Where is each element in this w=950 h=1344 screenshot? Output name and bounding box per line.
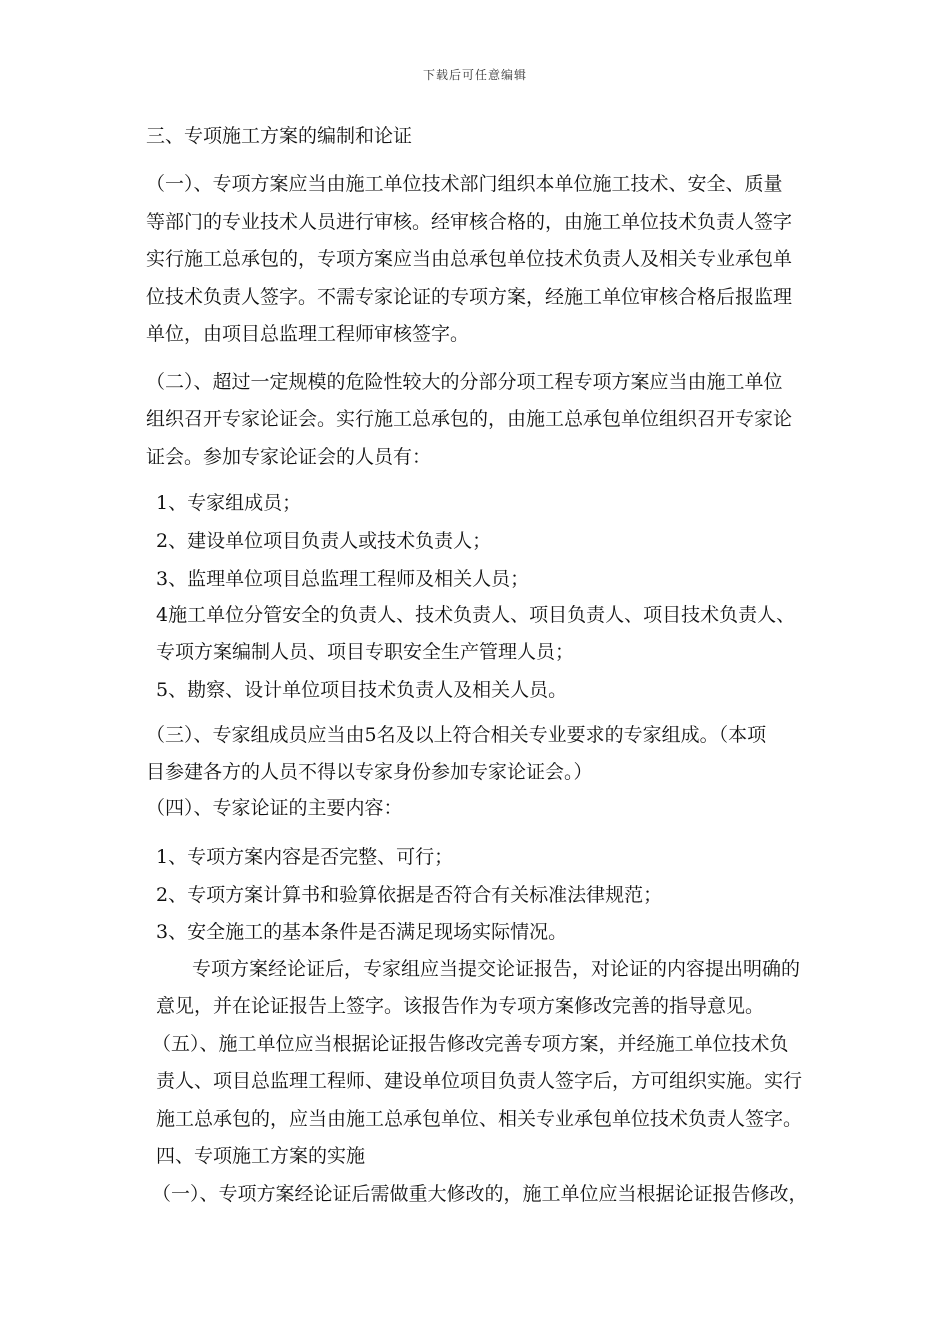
list-item: 4施工单位分管安全的负责人、技术负责人、项目负责人、项目技术负责人、 bbox=[156, 604, 796, 626]
paragraph-line: 证会。参加专家论证会的人员有： bbox=[146, 446, 432, 468]
list-item: 3、安全施工的基本条件是否满足现场实际情况。 bbox=[156, 921, 568, 943]
page-header: 下载后可任意编辑 bbox=[422, 68, 527, 82]
paragraph-line: 专项方案经论证后，专家组应当提交论证报告，对论证的内容提出明确的 bbox=[192, 958, 801, 980]
list-item: 3、监理单位项目总监理工程师及相关人员； bbox=[156, 568, 530, 590]
section-heading: 四、专项施工方案的实施 bbox=[156, 1145, 366, 1167]
paragraph-line: （二）、超过一定规模的危险性较大的分部分项工程专项方案应当由施工单位 bbox=[146, 371, 783, 393]
section-heading: 三、专项施工方案的编制和论证 bbox=[146, 125, 413, 147]
paragraph-line: 目参建各方的人员不得以专家身份参加专家论证会。） bbox=[146, 761, 593, 783]
paragraph-line: 意见，并在论证报告上签字。该报告作为专项方案修改完善的指导意见。 bbox=[156, 995, 765, 1017]
paragraph-line: 组织召开专家论证会。实行施工总承包的，由施工总承包单位组织召开专家论 bbox=[146, 408, 793, 430]
paragraph-line: （一）、专项方案经论证后需做重大修改的，施工单位应当根据论证报告修改， bbox=[152, 1183, 808, 1205]
list-item: 5、勘察、设计单位项目技术负责人及相关人员。 bbox=[156, 679, 568, 701]
paragraph-line: 责人、项目总监理工程师、建设单位项目负责人签字后，方可组织实施。实行 bbox=[156, 1070, 803, 1092]
paragraph-line: （五）、施工单位应当根据论证报告修改完善专项方案，并经施工单位技术负 bbox=[152, 1033, 789, 1055]
paragraph-line: 等部门的专业技术人员进行审核。经审核合格的，由施工单位技术负责人签字 bbox=[146, 211, 793, 233]
paragraph-line: （三）、专家组成员应当由5名及以上符合相关专业要求的专家组成。（本项 bbox=[146, 724, 767, 746]
list-item: 2、建设单位项目负责人或技术负责人； bbox=[156, 530, 492, 552]
paragraph-line: 施工总承包的，应当由施工总承包单位、相关专业承包单位技术负责人签字。 bbox=[156, 1108, 803, 1130]
paragraph-line: （四）、专家论证的主要内容： bbox=[146, 797, 403, 819]
list-item: 专项方案编制人员、项目专职安全生产管理人员； bbox=[156, 641, 575, 663]
list-item: 1、专家组成员； bbox=[156, 492, 302, 514]
list-item: 2、专项方案计算书和验算依据是否符合有关标准法律规范； bbox=[156, 884, 663, 906]
paragraph-line: 单位，由项目总监理工程师审核签字。 bbox=[146, 323, 470, 345]
paragraph-line: 实行施工总承包的，专项方案应当由总承包单位技术负责人及相关专业承包单 bbox=[146, 248, 793, 270]
paragraph-line: 位技术负责人签字。不需专家论证的专项方案，经施工单位审核合格后报监理 bbox=[146, 286, 793, 308]
list-item: 1、专项方案内容是否完整、可行； bbox=[156, 846, 454, 868]
paragraph-line: （一）、专项方案应当由施工单位技术部门组织本单位施工技术、安全、质量 bbox=[146, 173, 783, 195]
